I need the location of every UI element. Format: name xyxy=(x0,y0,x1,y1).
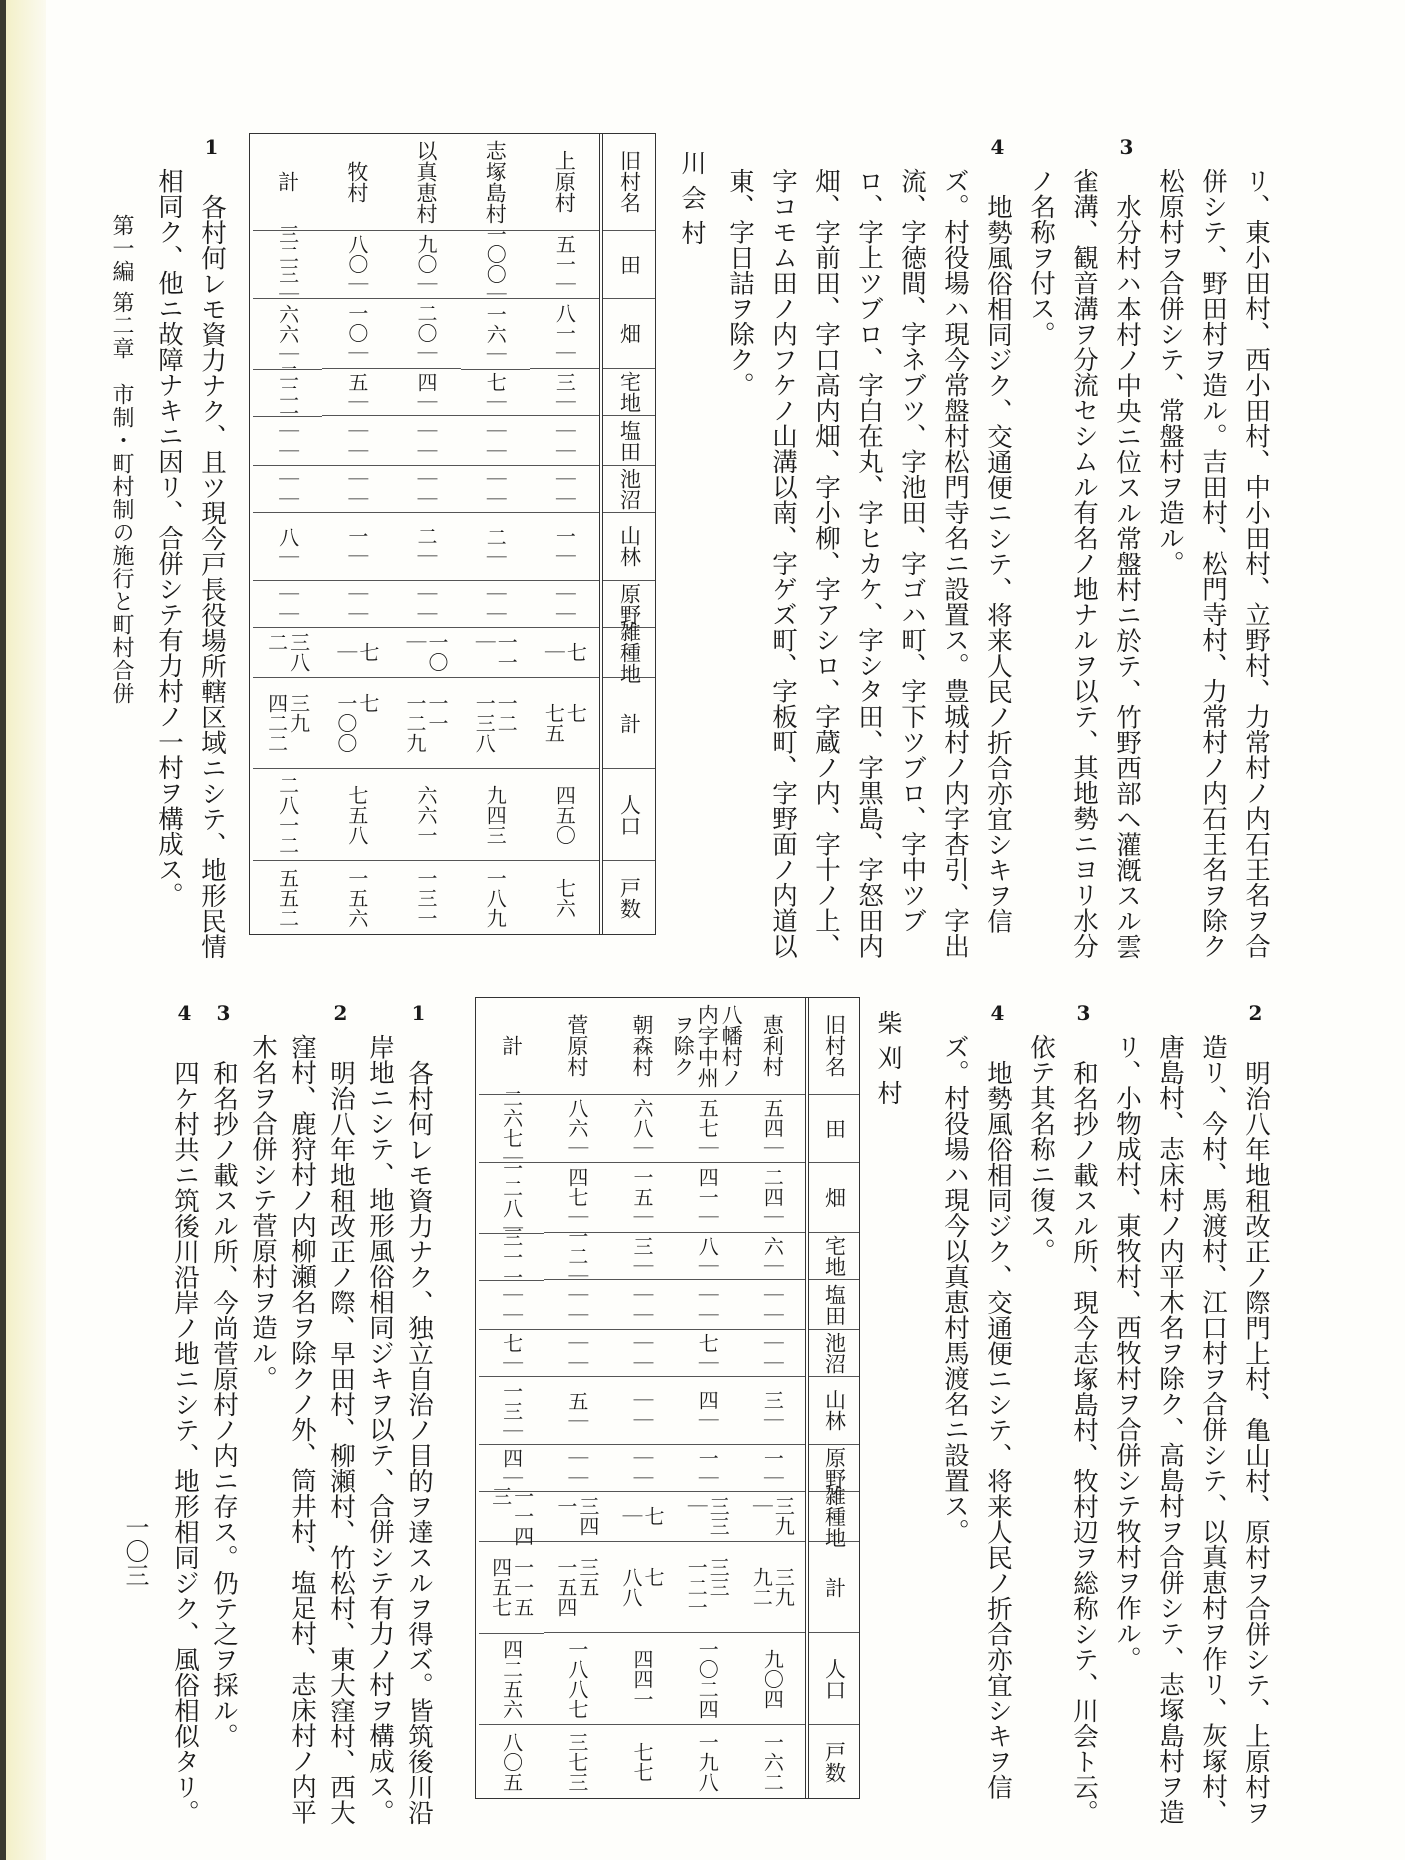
text-line-content: 松原村ヲ合併シテ、常盤村ヲ造ル。 xyxy=(1155,168,1185,576)
text-line-content: 木名ヲ合併シテ菅原村ヲ造ル。 xyxy=(248,1034,278,1391)
text-line xyxy=(718,168,761,959)
table-cell: 一八九 xyxy=(483,867,508,928)
text-line-content: ズ。村役場ハ現今常盤村松門寺名ニ設置ス。豊城村ノ内字杏引、字出 xyxy=(940,168,970,959)
text-line-content: 畑、字前田、字口高内畑、字小柳、字アシロ、字蔵ノ内、字十ノ上、 xyxy=(811,168,841,959)
text-line-content: 地勢風俗相同ジク、交通便ニシテ、将来人民ノ折合亦宜シキヲ信 xyxy=(983,1059,1013,1799)
village-name: 上原村 xyxy=(530,134,599,231)
note-number: 4 xyxy=(990,135,1005,159)
row-header: 戸数 xyxy=(617,876,642,919)
row-header: 池沼 xyxy=(809,1330,859,1377)
table-cell: ｜｜ xyxy=(530,581,599,628)
bottom-right-text xyxy=(933,1001,1277,1825)
table-cell: ｜｜ xyxy=(391,581,460,628)
text-line-content: 唐島村、志床村ノ内平木名ヲ除ク、高島村ヲ合併シテ、志塚島村ヲ造 xyxy=(1155,1034,1185,1825)
table-cell: 二八一二 xyxy=(253,769,322,861)
row-header: 畑 xyxy=(809,1163,859,1234)
note-number: 4 xyxy=(990,1001,1005,1025)
kawai-village-table xyxy=(249,133,656,935)
text-line xyxy=(847,168,890,959)
table-cell: ｜｜ xyxy=(461,466,530,513)
table-cell: 三二三｜ xyxy=(253,231,322,299)
text-line-content: ノ名称ヲ付ス。 xyxy=(1026,168,1056,347)
note-number: 1 xyxy=(411,1001,426,1025)
text-line xyxy=(1148,168,1191,959)
table-cell: ｜｜ xyxy=(740,1330,805,1377)
village-name: 恵利村 xyxy=(740,998,805,1095)
shibakari-village-table xyxy=(475,997,860,1799)
row-header: 旧村名 xyxy=(809,998,859,1095)
row-header: 雑種地 xyxy=(809,1492,859,1542)
text-line-content: 各村何レモ資力ナク、独立自治ノ目的ヲ達スルヲ得ズ。皆筑後川沿 xyxy=(404,1059,434,1825)
table-cell: ｜｜ xyxy=(544,1330,609,1377)
text-line xyxy=(243,1034,282,1825)
table-cell: 一｜ xyxy=(530,513,599,581)
table-cell: 六｜ xyxy=(740,1233,805,1280)
table-cell: 一一四 三 xyxy=(479,1492,544,1542)
row-header: 雑種地 xyxy=(603,628,655,678)
table-cell: 一二｜ xyxy=(544,1233,609,1280)
note-number: 1 xyxy=(204,135,219,159)
table-cell: 七七 xyxy=(630,1741,655,1782)
text-line-content: 字コモム田ノ内フケノ山溝以南、字ゲズ町、字板町、字野面ノ内道以 xyxy=(768,168,798,959)
text-line-content: 明治八年地租改正ノ際門上村、亀山村、原村ヲ合併シテ、上原村ヲ xyxy=(1241,1059,1271,1825)
table-cell: 八｜ xyxy=(253,513,322,581)
table-cell: 一一 一二九 xyxy=(391,678,460,770)
table-cell: ｜｜ xyxy=(544,1445,609,1492)
table-cell: ｜｜ xyxy=(322,416,391,466)
village-name: 菅原村 xyxy=(544,998,609,1095)
table-cell: 七六 xyxy=(552,877,577,918)
table-cell: 五｜ xyxy=(544,1377,609,1445)
text-line xyxy=(976,1001,1019,1825)
text-line-content: 岸地ニシテ、地形風俗相同ジキヲ以テ、合併シテ有力ノ村ヲ構成ス。 xyxy=(365,1034,395,1825)
table-cell: ｜｜ xyxy=(675,1280,740,1330)
table-cell: ｜｜ xyxy=(322,581,391,628)
text-line xyxy=(933,1034,976,1825)
kawai-village-title: 川会村 xyxy=(678,150,707,255)
table-cell: 七 ｜ xyxy=(609,1492,674,1542)
table-cell: ｜｜ xyxy=(609,1330,674,1377)
table-cell: ｜｜ xyxy=(253,581,322,628)
village-column xyxy=(253,134,322,934)
text-line xyxy=(399,1001,438,1825)
table-cell: 七 八八 xyxy=(609,1542,674,1634)
row-header: 塩田 xyxy=(809,1280,859,1330)
village-column xyxy=(740,998,805,1798)
table-cell: 一〇二四 xyxy=(675,1633,740,1725)
note-number: 3 xyxy=(1119,135,1134,159)
village-name: 計 xyxy=(479,998,544,1095)
row-header-column xyxy=(805,998,859,1798)
village-column xyxy=(322,134,391,934)
table-cell: 八｜ xyxy=(675,1233,740,1280)
table-cell: ｜｜ xyxy=(530,466,599,513)
table-cell: 一二八｜ xyxy=(479,1163,544,1234)
text-line xyxy=(804,168,847,959)
text-line xyxy=(204,1001,243,1825)
text-line xyxy=(1062,168,1105,959)
note-number: 2 xyxy=(333,1001,348,1025)
village-column xyxy=(461,134,530,934)
row-header: 旧村名 xyxy=(603,134,655,231)
text-line xyxy=(1148,1034,1191,1825)
table-cell: 七 ｜ xyxy=(322,628,391,678)
kawai-village-notes xyxy=(147,135,233,959)
table-cell: 六八｜ xyxy=(609,1095,674,1163)
table-cell: 三三 ｜ xyxy=(675,1492,740,1542)
village-name: 志塚島村 xyxy=(461,134,530,231)
table-cell: 一｜ xyxy=(322,513,391,581)
text-line xyxy=(1019,1034,1062,1825)
table-cell: 一｜ xyxy=(675,1445,740,1492)
table-cell: 八一｜ xyxy=(530,299,599,370)
text-line-content: 流、字徳間、字ネブツ、字池田、字ゴハ町、字下ツブロ、字中ツブ xyxy=(897,168,927,933)
text-line xyxy=(1105,135,1148,959)
top-right-text xyxy=(718,135,1277,959)
village-column xyxy=(479,998,544,1798)
table-cell: ｜｜ xyxy=(322,466,391,513)
text-line xyxy=(1062,1001,1105,1825)
table-cell: 六六｜ xyxy=(253,299,322,370)
table-cell: 一三｜ xyxy=(479,1377,544,1445)
table-cell: 三七三 xyxy=(564,1731,589,1792)
text-line-content: 明治八年地租改正ノ際、早田村、柳瀬村、竹松村、東大窪村、西大 xyxy=(326,1059,356,1825)
table-cell: 三｜ xyxy=(740,1377,805,1445)
text-line xyxy=(933,168,976,959)
table-cell: 九四三 xyxy=(461,769,530,861)
table-cell: 一八八七 xyxy=(544,1633,609,1725)
text-line-content: 雀溝、観音溝ヲ分流セシムル有名ノ地ナルヲ以テ、其地勢ニヨリ水分 xyxy=(1069,168,1099,959)
village-name: 牧村 xyxy=(322,134,391,231)
table-cell: ｜｜ xyxy=(544,1280,609,1330)
village-name: 計 xyxy=(253,134,322,231)
table-cell: 五四｜ xyxy=(740,1095,805,1163)
text-line xyxy=(976,135,1019,959)
text-line-content: リ、東小田村、西小田村、中小田村、立野村、力常村ノ内石王名ヲ合 xyxy=(1241,168,1271,959)
table-cell: 二四｜ xyxy=(740,1163,805,1234)
table-cell: 四五〇 xyxy=(530,769,599,861)
text-line-content: 相同ク、他ニ故障ナキニ因リ、合併シテ有力村ノ一村ヲ構成ス。 xyxy=(154,168,184,908)
table-cell: 四｜ xyxy=(479,1445,544,1492)
table-cell: 一一 ｜ xyxy=(461,628,530,678)
text-line-content: 併シテ、野田村ヲ造ル。吉田村、松門寺村、力常村ノ内石王名ヲ除ク xyxy=(1198,168,1228,959)
text-line-content: リ、小物成村、東牧村、西牧村ヲ合併シテ牧村ヲ作ル。 xyxy=(1112,1034,1142,1672)
text-line xyxy=(1105,1034,1148,1825)
table-cell: 三九 ｜ xyxy=(740,1492,805,1542)
table-cell: 二｜ xyxy=(461,513,530,581)
table-cell: 四七｜ xyxy=(544,1163,609,1234)
table-cell: 七｜ xyxy=(461,370,530,417)
page-number: 一〇三 xyxy=(121,1515,149,1587)
table-cell: 六六一 xyxy=(391,769,460,861)
text-line-content: 四ケ村共ニ筑後川沿岸ノ地ニシテ、地形相同ジク、風俗相似タリ。 xyxy=(170,1059,200,1825)
table-cell: 四四一 xyxy=(609,1633,674,1725)
row-header: 原野 xyxy=(809,1445,859,1492)
text-line xyxy=(1019,168,1062,959)
table-cell: 一五｜ xyxy=(609,1163,674,1234)
table-cell: 三｜ xyxy=(530,369,599,416)
table-cell: 五一｜ xyxy=(530,231,599,299)
table-cell: 四一｜ xyxy=(675,1163,740,1234)
table-cell: 八六｜ xyxy=(544,1095,609,1163)
table-cell: 三三 一二一 xyxy=(675,1542,740,1634)
page-margin xyxy=(6,0,46,1860)
table-cell: 一〇〇｜ xyxy=(461,231,530,299)
running-head: 第一編 第二章 市制・町村制の施行と町村合併 xyxy=(109,214,134,705)
table-cell: 一一五 四五七 xyxy=(479,1542,544,1634)
text-line xyxy=(1234,168,1277,959)
village-column xyxy=(391,134,460,934)
text-line-content: 和名抄ノ載スル所、現今志塚島村、牧村辺ヲ総称シテ、川会ト云。 xyxy=(1069,1059,1099,1825)
text-line-content: ロ、字上ツブロ、字白在丸、字ヒカケ、字シタ田、字黒島、字怒田内 xyxy=(854,168,884,959)
text-line xyxy=(890,168,933,959)
text-line xyxy=(165,1001,204,1825)
row-header: 畑 xyxy=(603,299,655,370)
text-line-content: 造リ、今村、馬渡村、江口村ヲ合併シテ、以真恵村ヲ作リ、灰塚村、 xyxy=(1198,1034,1228,1825)
table-cell: 四｜ xyxy=(675,1377,740,1445)
village-column xyxy=(671,998,744,1798)
table-cell: ｜｜ xyxy=(391,416,460,466)
village-name: 八幡村ノ 内字中州 ヲ除ク xyxy=(675,998,740,1095)
table-cell: 九〇｜ xyxy=(391,231,460,299)
table-cell: ｜｜ xyxy=(740,1280,805,1330)
text-line xyxy=(321,1001,360,1825)
table-cell: 二〇｜ xyxy=(391,299,460,370)
table-cell: 七 七五 xyxy=(530,678,599,770)
table-cell: 二二一 xyxy=(253,370,322,417)
table-cell: ｜｜ xyxy=(609,1377,674,1445)
row-header: 人口 xyxy=(603,769,655,861)
table-cell: ｜｜ xyxy=(530,416,599,466)
note-number: 3 xyxy=(216,1001,231,1025)
table-cell: 一〇｜ xyxy=(322,299,391,370)
village-column xyxy=(609,998,674,1798)
row-header-column xyxy=(599,134,655,934)
text-line xyxy=(282,1034,321,1825)
table-cell: 三八 二 xyxy=(253,628,322,678)
text-line-content: 水分村ハ本村ノ中央ニ位スル常盤村ニ於テ、竹野西部ヘ灌漑スル雲 xyxy=(1112,193,1142,959)
table-cell: 三五 一五四 xyxy=(544,1542,609,1634)
row-header: 塩田 xyxy=(603,416,655,466)
table-cell: ｜｜ xyxy=(391,466,460,513)
row-header: 人口 xyxy=(809,1633,859,1725)
text-line-content: 和名抄ノ載スル所、今尚菅原村ノ内ニ存ス。仍テ之ヲ採ル。 xyxy=(209,1059,239,1748)
text-line xyxy=(1191,1034,1234,1825)
text-line xyxy=(1234,1001,1277,1825)
table-cell: 三九 四二二 xyxy=(253,678,322,770)
table-cell: 五｜ xyxy=(322,369,391,416)
row-header: 宅地 xyxy=(603,369,655,416)
table-cell: ｜｜ xyxy=(609,1445,674,1492)
village-name: 以真恵村 xyxy=(391,134,460,231)
table-cell: 四｜ xyxy=(391,369,460,416)
table-cell: 七五八 xyxy=(322,769,391,861)
table-cell: 二｜ xyxy=(391,513,460,581)
text-line xyxy=(360,1034,399,1825)
table-cell: 七 一〇〇 xyxy=(322,678,391,770)
table-cell: 七｜ xyxy=(675,1330,740,1377)
table-cell: 八〇五 xyxy=(499,1731,524,1792)
row-header: 計 xyxy=(603,678,655,770)
table-cell: 一六二 xyxy=(760,1731,785,1792)
table-cell: 五五二 xyxy=(275,867,300,928)
table-cell: ｜｜ xyxy=(609,1280,674,1330)
row-header: 山林 xyxy=(603,513,655,581)
table-cell: 三一一 xyxy=(479,1234,544,1281)
text-line xyxy=(761,168,804,959)
row-header: 戸数 xyxy=(822,1740,847,1783)
row-header: 計 xyxy=(809,1542,859,1634)
row-header: 宅地 xyxy=(809,1233,859,1280)
table-cell: 一〇 ｜ xyxy=(391,628,460,678)
table-cell: 一九八 xyxy=(695,1731,720,1792)
table-cell: 七 ｜ xyxy=(530,628,599,678)
note-number: 2 xyxy=(1248,1001,1263,1025)
row-header: 山林 xyxy=(809,1377,859,1445)
text-line-content: 窪村、鹿狩村ノ内柳瀬名ヲ除クノ外、筒井村、塩足村、志床村ノ内平 xyxy=(287,1034,317,1825)
table-cell: ｜｜ xyxy=(461,416,530,466)
row-header: 原野 xyxy=(603,581,655,628)
row-header: 田 xyxy=(809,1095,859,1163)
table-cell: 一三一 xyxy=(414,867,439,928)
table-cell: 八〇｜ xyxy=(322,231,391,299)
text-line-content: 地勢風俗相同ジク、交通便ニシテ、将来人民ノ折合亦宜シキヲ信 xyxy=(983,193,1013,933)
table-cell: 三四 一 xyxy=(544,1492,609,1542)
note-number: 3 xyxy=(1076,1001,1091,1025)
table-cell: ｜｜ xyxy=(253,417,322,467)
shibakari-village-title: 柴刈村 xyxy=(874,1010,903,1115)
text-line-content: 依テ其名称ニ復ス。 xyxy=(1026,1034,1056,1264)
table-cell: 四二五六 xyxy=(479,1634,544,1726)
text-line xyxy=(147,168,190,959)
table-cell: 九〇四 xyxy=(740,1633,805,1725)
table-cell: 七｜ xyxy=(479,1330,544,1377)
note-number: 4 xyxy=(177,1001,192,1025)
village-column xyxy=(544,998,609,1798)
table-cell: 一二 一三八 xyxy=(461,678,530,770)
row-header: 池沼 xyxy=(603,466,655,513)
table-cell: ｜｜ xyxy=(253,466,322,513)
village-name: 朝森村 xyxy=(609,998,674,1095)
row-header: 田 xyxy=(603,231,655,299)
text-line-content: 各村何レモ資力ナク、且ツ現今戸長役場所轄区域ニシテ、地形民情 xyxy=(197,193,227,959)
text-line-content: 東、字日詰ヲ除ク。 xyxy=(725,168,755,398)
shibakari-village-notes xyxy=(165,1001,438,1825)
table-cell: 三九 九二 xyxy=(740,1542,805,1634)
table-cell: ｜｜ xyxy=(479,1281,544,1331)
table-cell: 二六七｜ xyxy=(479,1095,544,1163)
table-cell: 一六｜ xyxy=(461,299,530,370)
text-line xyxy=(1191,168,1234,959)
text-line-content: ズ。村役場ハ現今以真恵村馬渡名ニ設置ス。 xyxy=(940,1034,970,1544)
village-column xyxy=(530,134,599,934)
table-cell: 一｜ xyxy=(740,1445,805,1492)
table-cell: ｜｜ xyxy=(461,581,530,628)
table-cell: 三｜ xyxy=(609,1233,674,1280)
table-cell: 一五六 xyxy=(344,867,369,928)
table-cell: 五七｜ xyxy=(675,1095,740,1163)
text-line xyxy=(190,135,233,959)
